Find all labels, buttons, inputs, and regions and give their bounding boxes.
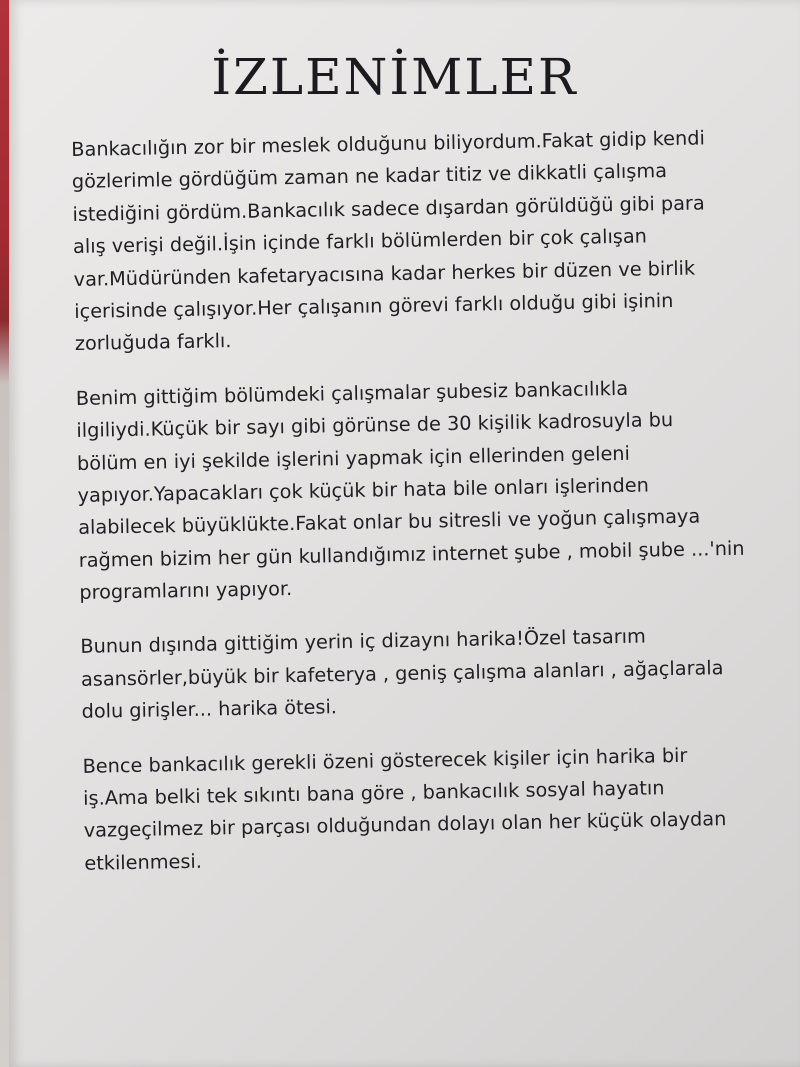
text-line: alış verişi değil.İşin içinde farklı bölümlerden bir çok çalışan bbox=[72, 224, 648, 259]
paragraph-4 bbox=[82, 737, 800, 880]
page-title: İZLENİMLER bbox=[211, 48, 578, 106]
text-line: gözlerimle gördüğüm zaman ne kadar titiz ve dikkatli çalışma bbox=[71, 159, 668, 194]
text-line: Bunun dışında gittiğim yerin iç dizaynı harika!Özel tasarım bbox=[80, 625, 647, 659]
background-edge bbox=[0, 0, 9, 1067]
paper-sheet bbox=[9, 0, 800, 1067]
paragraph-1 bbox=[71, 121, 795, 361]
text-line: istediğini gördüm.Bankacılık sadece dışardan görüldüğü gibi para bbox=[72, 191, 705, 226]
text-line: etkilenmesi. bbox=[84, 849, 203, 875]
text-line: alabilecek büyüklükte.Fakat onlar bu sitresli ve yoğun çalışmaya bbox=[78, 504, 701, 540]
text-line: bölüm en iyi şekilde işlerini yapmak için ellerinden geleni bbox=[76, 441, 631, 475]
paragraph-2 bbox=[76, 369, 800, 609]
text-line: ilgiliydi.Küçük bir sayı gibi görünse de 30 kişilik kadrosuyla bu bbox=[76, 408, 674, 443]
text-line: vazgeçilmez bir parçası olduğundan dolayı olan her küçük olaydan bbox=[83, 807, 727, 843]
text-line: iş.Ama belki tek sıkıntı bana göre , bankacılık sosyal hayatın bbox=[82, 776, 665, 810]
text-line: zorluğuda farklı. bbox=[74, 329, 232, 356]
text-line: Bence bankacılık gerekli özeni gösterecek kişiler için harika bir bbox=[82, 743, 688, 778]
paragraph-3 bbox=[80, 618, 800, 728]
body-text bbox=[71, 121, 800, 902]
text-line: rağmen bizim her gün kullandığımız internet şube , mobil şube ...'nin bbox=[78, 536, 745, 572]
text-line: yapıyor.Yapacakları çok küçük bir hata bile onları işlerinden bbox=[77, 473, 650, 507]
text-line: programlarını yapıyor. bbox=[79, 577, 293, 604]
text-line: Bankacılığın zor bir meslek olduğunu biliyordum.Fakat gidip kendi bbox=[71, 126, 706, 161]
text-line: içerisinde çalışıyor.Her çalışanın görevi farklı olduğu gibi işinin bbox=[74, 288, 674, 323]
text-line: Benim gittiğim bölümdeki çalışmalar şubesiz bankacılıkla bbox=[75, 376, 629, 410]
text-line: dolu girişler... harika ötesi. bbox=[81, 695, 338, 724]
text-line: asansörler,büyük bir kafeterya , geniş çalışma alanları , ağaçlarala bbox=[80, 655, 724, 691]
text-line: var.Müdüründen kafetaryacısına kadar herkes bir düzen ve birlik bbox=[73, 256, 696, 291]
